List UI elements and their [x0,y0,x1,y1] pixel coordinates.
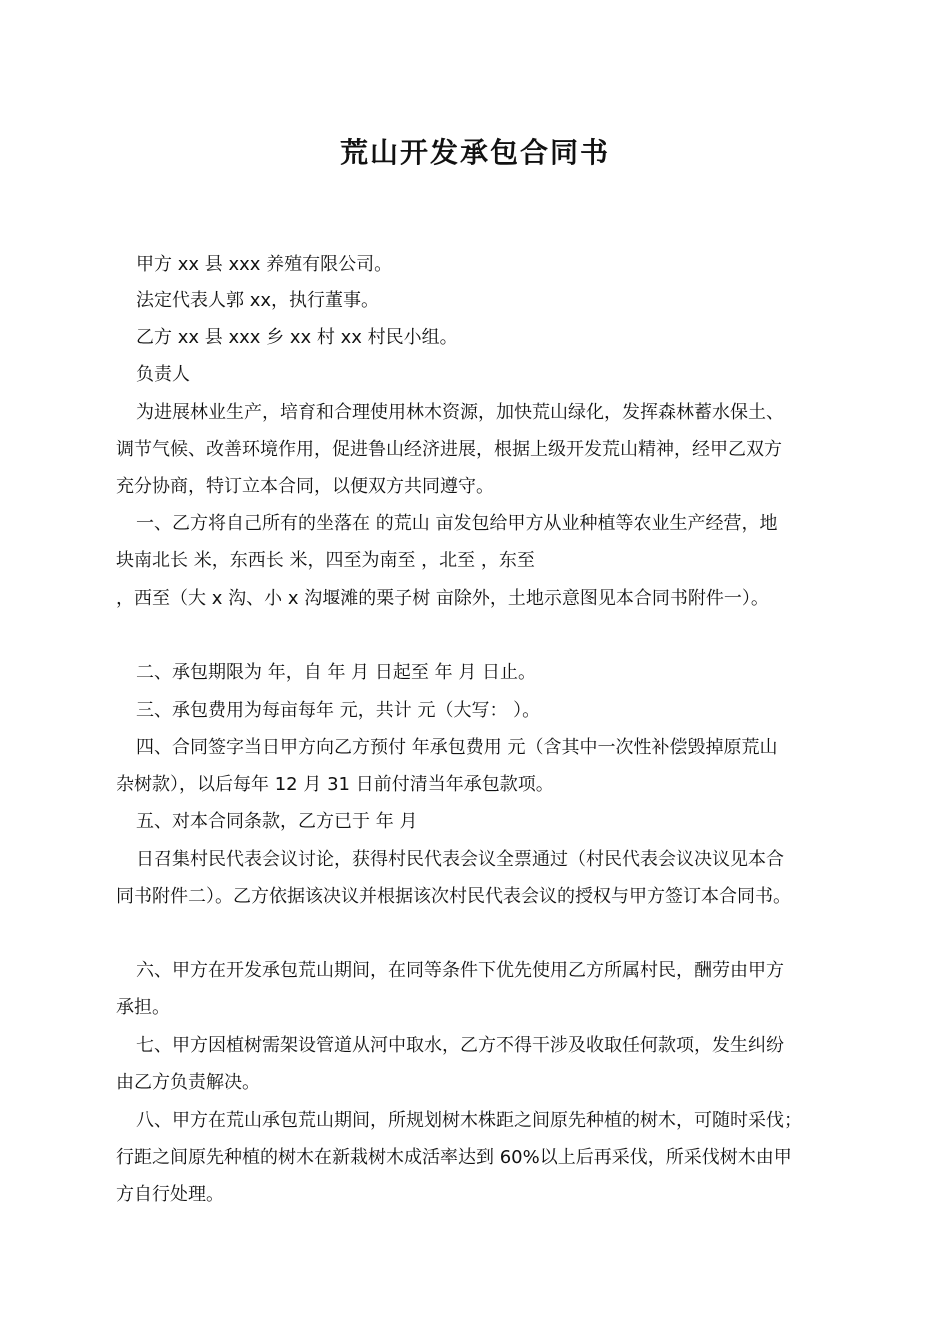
legal-representative-line: 法定代表人郭 xx，执行董事。 [136,290,380,311]
responsible-person-line: 负责人 [136,364,190,385]
clause-2-line: 二、承包期限为 年，自 年 月 日起至 年 月 日止。 [136,662,537,683]
party-b-line: 乙方 xx 县 xxx 乡 xx 村 xx 村民小组。 [136,327,458,348]
preamble-line: 充分协商，特订立本合同，以便双方共同遵守。 [116,476,494,497]
clause-1-line: 一、乙方将自己所有的坐落在 的荒山 亩发包给甲方从业种植等农业生产经营，地 [136,513,778,534]
clause-7-line: 七、甲方因植树需架设管道从河中取水，乙方不得干涉及收取任何款项，发生纠纷 [136,1035,784,1056]
clause-4-line: 杂树款），以后每年 12 月 31 日前付清当年承包款项。 [116,774,554,795]
clause-1-line: 块南北长 米，东西长 米，四至为南至 ，北至 ，东至 [116,550,535,571]
clause-8-line: 行距之间原先种植的树木在新栽树木成活率达到 60%以上后再采伐，所采伐树木由甲 [116,1147,792,1168]
clause-7-line: 由乙方负责解决。 [116,1072,260,1093]
clause-8-line: 方自行处理。 [116,1184,224,1205]
clause-5-line: 日召集村民代表会议讨论，获得村民代表会议全票通过（村民代表会议决议见本合 [136,849,784,870]
clause-5-line: 五、对本合同条款，乙方已于 年 月 [136,811,418,832]
clause-6-line: 六、甲方在开发承包荒山期间，在同等条件下优先使用乙方所属村民，酬劳由甲方 [136,960,784,981]
clause-6-line: 承担。 [116,997,170,1018]
clause-4-line: 四、合同签字当日甲方向乙方预付 年承包费用 元（含其中一次性补偿毁掉原荒山 [136,737,778,758]
preamble-line: 调节气候、改善环境作用，促进鲁山经济进展，根据上级开发荒山精神，经甲乙双方 [116,439,782,460]
clause-1-line: ，西至（大 x 沟、小 x 沟堰滩的栗子树 亩除外，土地示意图见本合同书附件一）。 [116,588,769,609]
clause-3-line: 三、承包费用为每亩每年 元，共计 元（大写： ）。 [136,700,541,721]
clause-5-line: 同书附件二）。乙方依据该决议并根据该次村民代表会议的授权与甲方签订本合同书。 [116,886,791,907]
document-title: 荒山开发承包合同书 [339,136,610,169]
clause-8-line: 八、甲方在荒山承包荒山期间，所规划树木株距之间原先种植的树木，可随时采伐； [136,1110,802,1131]
preamble-line: 为进展林业生产，培育和合理使用林木资源，加快荒山绿化，发挥森林蓄水保土、 [136,402,784,423]
party-a-line: 甲方 xx 县 xxx 养殖有限公司。 [136,254,393,275]
